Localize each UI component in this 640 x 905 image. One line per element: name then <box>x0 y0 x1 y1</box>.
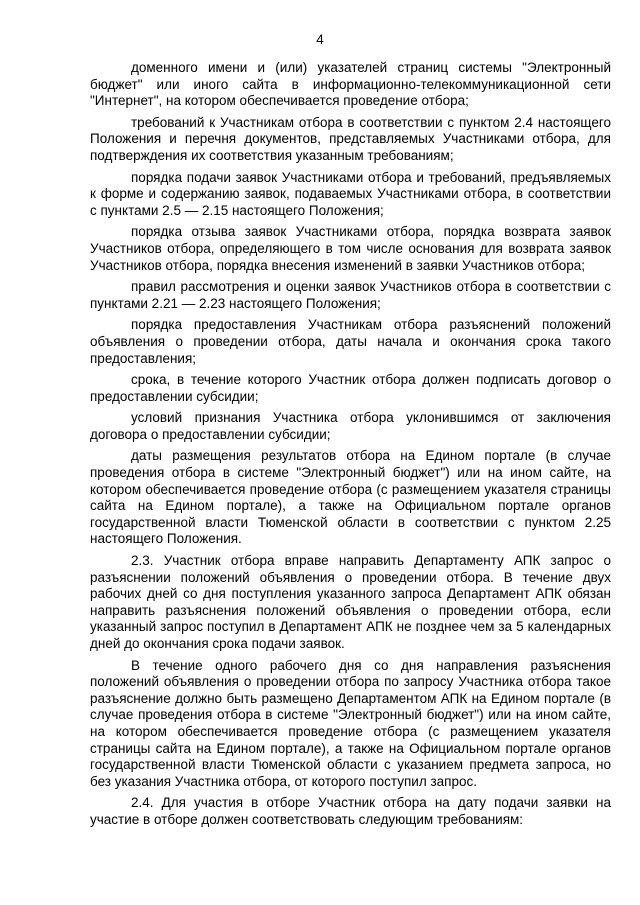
document-body <box>90 60 611 834</box>
page-number: 4 <box>316 32 324 47</box>
paragraph-review-rules: правил рассмотрения и оценки заявок Участников отбора в соответствии с пунктами 2.21 — 2.23 настоящего Положения; <box>90 279 611 311</box>
paragraph-participant-requirements: требований к Участникам отбора в соответствии с пунктом 2.4 настоящего Положения и перечня документов, представляемых Участниками отбора, для подтверждения их соответствия указанным требованиям; <box>90 114 611 163</box>
paragraph-results-publication: даты размещения результатов отбора на Едином портале (в случае проведения отбора в системе "Электронный бюджет") или на ином сайте, на котором обеспечивается проведение отбора (с размещением указателя страницы сайта на Едином портале), а также на Официальном портале органов государственной власти Тюменской области в соответствии с пунктом 2.25 настоящего Положения. <box>90 448 611 547</box>
paragraph-section-2-3: 2.3. Участник отбора вправе направить Департаменту АПК запрос о разъяснении положений объявления о проведении отбора. В течение двух рабочих дней со дня поступления указанного запроса Департамент АПК обязан направить разъяснения положений объявления о проведении отбора, если указанный запрос поступил в Департамент АПК не позднее чем за 5 календарных дней до окончания срока подачи заявок. <box>90 553 611 651</box>
paragraph-contract-signing-term: срока, в течение которого Участник отбора должен подписать договор о предоставлении субсидии; <box>90 372 611 404</box>
paragraph-application-procedure: порядка подачи заявок Участниками отбора и требований, предъявляемых к форме и содержанию заявок, подаваемых Участниками отбора, в соответствии с пунктами 2.5 — 2.15 настоящего Положения; <box>90 169 611 218</box>
paragraph-evasion-conditions: условий признания Участника отбора уклонившимся от заключения договора о предоставлении субсидии; <box>90 410 611 442</box>
paragraph-domain-name: доменного имени и (или) указателей страниц системы "Электронный бюджет" или иного сайта в информационно-телекоммуникационной сети "Интернет", на котором обеспечивается проведение отбора; <box>90 60 611 109</box>
paragraph-section-2-4: 2.4. Для участия в отборе Участник отбора на дату подачи заявки на участие в отборе должен соответствовать следующим требованиям: <box>90 795 611 827</box>
paragraph-clarification-publication: В течение одного рабочего дня со дня направления разъяснения положений объявления о проведении отбора по запросу Участника отбора такое разъяснение должно быть размещено Департаментом АПК на Едином портале (в случае проведения отбора в системе "Электронный бюджет") или на ином сайте, на котором обеспечивается проведение отбора (с размещением указателя страницы сайта на Едином портале), а также на Официальном портале органов государственной власти Тюменской области с указанием предмета запроса, но без указания Участника отбора, от которого поступил запрос. <box>90 657 611 789</box>
paragraph-clarification-procedure: порядка предоставления Участникам отбора разъяснений положений объявления о проведении отбора, даты начала и окончания срока такого предоставления; <box>90 317 611 366</box>
paragraph-application-withdrawal: порядка отзыва заявок Участниками отбора, порядка возврата заявок Участников отбора, определяющего в том числе основания для возврата заявок Участников отбора, порядка внесения изменений в заявки Участников отбора; <box>90 224 611 273</box>
